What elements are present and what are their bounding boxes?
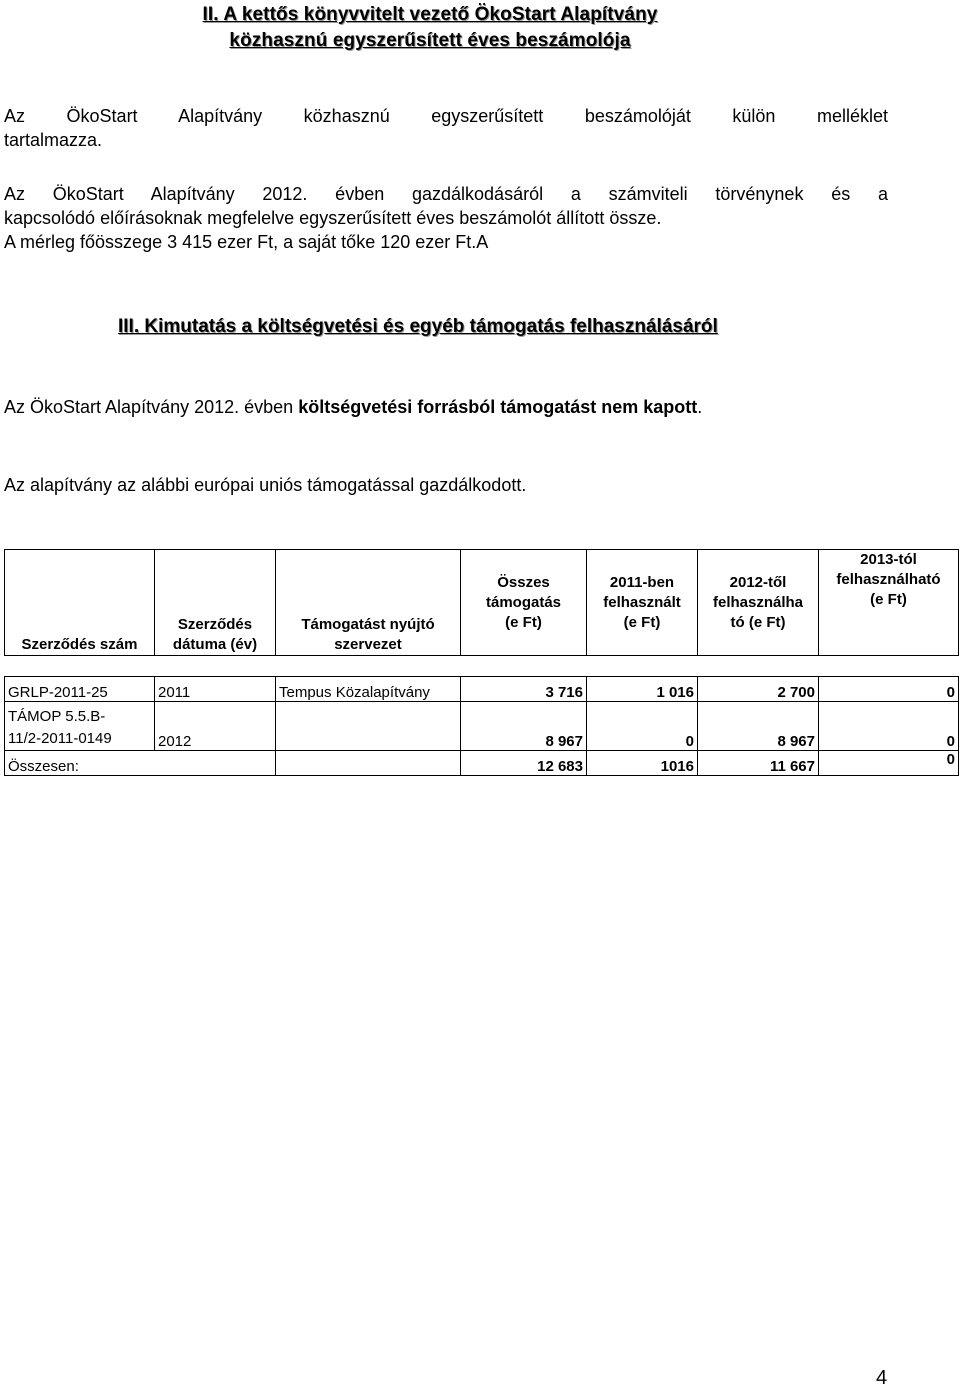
cell-grantor: [276, 702, 461, 751]
page-number: 4: [876, 1367, 888, 1389]
eu-support-sentence: Az alapítvány az alábbi európai uniós támogatással gazdálkodott.: [4, 475, 527, 495]
paragraph-line: Az ÖkoStart Alapítvány közhasznú egyszerűsített beszámolóját külön melléklet: [4, 106, 888, 126]
intro-paragraph: [4, 104, 888, 152]
paragraph-line: Az ÖkoStart Alapítvány 2012. évben gazdálkodásáról a számviteli törvénynek és a: [4, 184, 888, 204]
header-contract-number: Szerződés szám: [5, 550, 155, 656]
sentence-end: .: [697, 397, 703, 417]
cell-total-label: Összesen:: [5, 751, 276, 776]
table-header-row: [5, 550, 959, 656]
cell-usable-2013: 0: [819, 702, 959, 751]
cell-usable-2013: 0: [819, 751, 959, 776]
cell-usable-2012: 2 700: [698, 677, 819, 702]
table-total-row: [5, 751, 959, 776]
spacer-row: [5, 656, 959, 677]
sentence-emphasis: költségvetési forrásból támogatást nem kapott: [298, 397, 698, 417]
cell-total: 8 967: [461, 702, 587, 751]
cell-used-2011: 0: [587, 702, 698, 751]
header-contract-date: Szerződés dátuma (év): [155, 550, 276, 656]
header-grantor: Támogatást nyújtó szervezet: [276, 550, 461, 656]
cell-used-2011: 1 016: [587, 677, 698, 702]
grant-table: [4, 549, 959, 776]
header-usable-2013: 2013-tól felhasználható (e Ft): [819, 550, 959, 656]
cell-contract: TÁMOP 5.5.B- 11/2-2011-0149: [5, 702, 155, 751]
cell-total: 12 683: [461, 751, 587, 776]
table-row: [5, 677, 959, 702]
header-usable-2012: 2012-től felhasználha tó (e Ft): [698, 550, 819, 656]
cell-usable-2012: 8 967: [698, 702, 819, 751]
cell-year: 2012: [155, 702, 276, 751]
cell-usable-2013: 0: [819, 677, 959, 702]
table-row: [5, 702, 959, 751]
header-used-2011: 2011-ben felhasznált (e Ft): [587, 550, 698, 656]
section-heading: III. Kimutatás a költségvetési és egyéb támogatás felhasználásáról: [118, 316, 718, 337]
paragraph-line: tartalmazza.: [4, 130, 103, 150]
sentence-text: Az ÖkoStart Alapítvány 2012. évben: [4, 397, 299, 417]
page-title-line1: II. A kettős könyvvitelt vezető ÖkoStart Alapítvány: [202, 4, 658, 25]
header-total-grant: Összes támogatás (e Ft): [461, 550, 587, 656]
cell-usable-2012: 11 667: [698, 751, 819, 776]
cell-used-2011: 1016: [587, 751, 698, 776]
cell-total: 3 716: [461, 677, 587, 702]
paragraph-line: A mérleg főösszege 3 415 ezer Ft, a saját tőke 120 ezer Ft.A: [4, 232, 489, 252]
balance-paragraph: [4, 182, 888, 254]
cell-contract: GRLP-2011-25: [5, 677, 155, 702]
page-title-line2: közhasznú egyszerűsített éves beszámolója: [229, 30, 631, 51]
paragraph-line: kapcsolódó előírásoknak megfelelve egyszerűsített éves beszámolót állított össze.: [4, 208, 662, 228]
cell-empty: [276, 751, 461, 776]
cell-grantor: Tempus Közalapítvány: [276, 677, 461, 702]
budget-support-sentence: [4, 395, 888, 419]
cell-year: 2011: [155, 677, 276, 702]
